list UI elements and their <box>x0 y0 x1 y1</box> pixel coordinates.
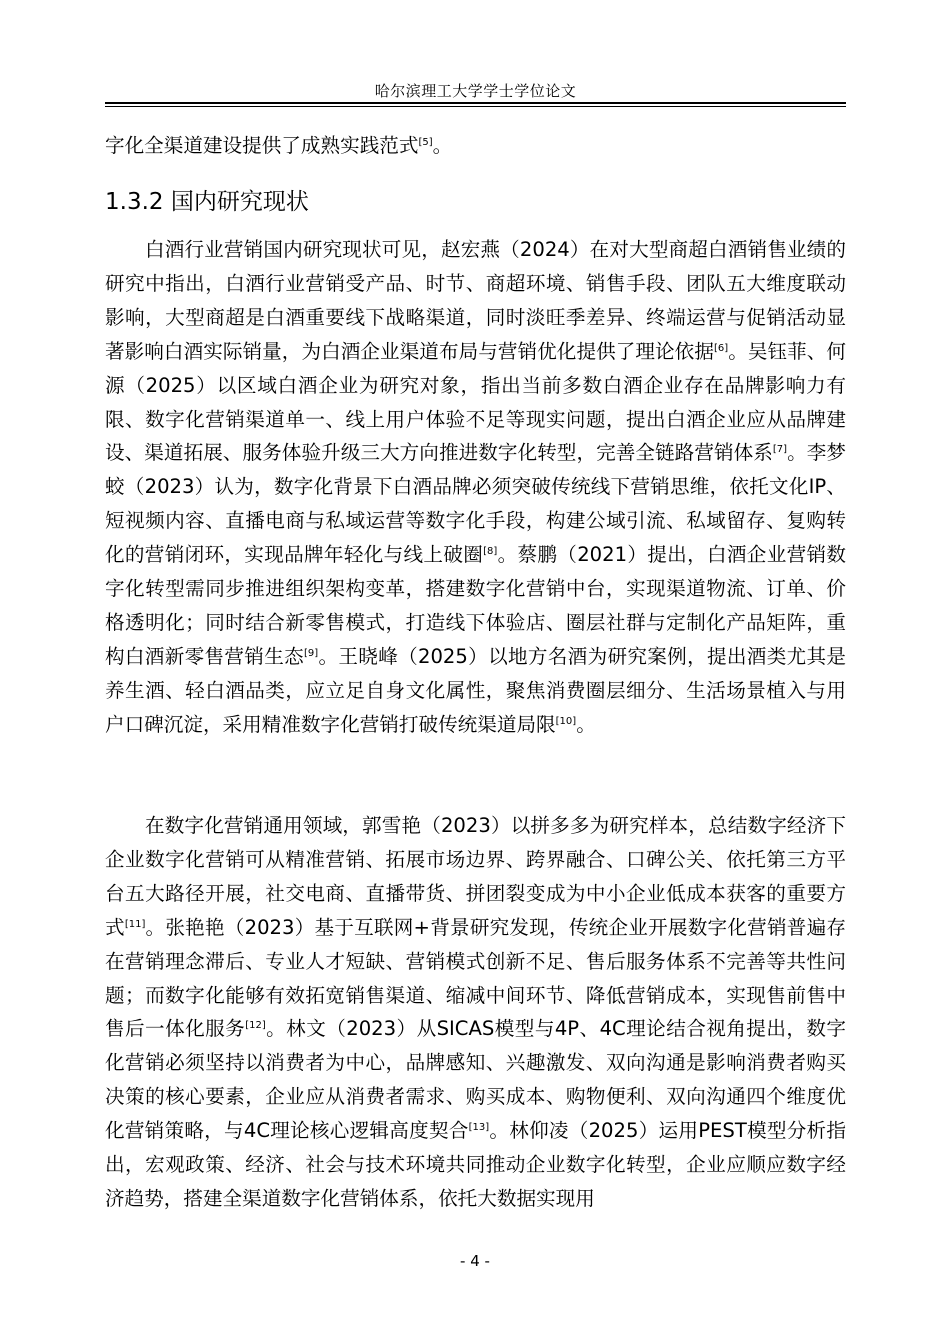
citation: [6] <box>713 342 729 354</box>
citation: [13] <box>468 1122 490 1134</box>
header-rule-thick <box>105 102 846 104</box>
citation: [11] <box>124 918 146 930</box>
running-header: 哈尔滨理工大学学士学位论文 <box>374 82 577 100</box>
page-number: - 4 - <box>460 1252 490 1270</box>
body-paragraph-2: 在数字化营销通用领域，郭雪艳（2023）以拼多多为研究样本，总结数字经济下企业数字化营销可从精准营销、拓展市场边界、跨界融合、口碑公关、依托第三方平台五大路径开展，社交电商、直播带货、拼团裂变成为中小企业低成本获客的重要方式[11]。张艳艳（2023）基于互联网+背景研究发现，传统企业开展数字化营销普遍存在营销理念滞后、专业人才短缺、营销模式创新不足、售后服务体系不完善等共性问题；而数字化能够有效拓宽销售渠道、缩减中间环节、降低营销成本，实现售前售中售后一体化服务[12]。林文（2023）从SICAS模型与4P、4C理论结合视角提出，数字化营销必须坚持以消费者为中心，品牌感知、兴趣激发、双向沟通是影响消费者购买决策的核心要素，企业应从消费者需求、购买成本、购物便利、双向沟通四个维度优化营销策略，与4C理论核心逻辑高度契合[13]。林仰凌（2025）运用PEST模型分析指出，宏观政策、经济、社会与技术环境共同推动企业数字化转型，企业应顺应数字经济趋势，搭建全渠道数字化营销体系，依托大数据实现用 <box>105 814 847 1210</box>
citation: [12] <box>245 1020 266 1032</box>
continuation-paragraph: 字化全渠道建设提供了成熟实践范式[5]。 <box>105 134 453 157</box>
header-rule-thin <box>105 106 846 107</box>
citation: [7] <box>772 444 788 456</box>
body-paragraph-1: 白酒行业营销国内研究现状可见，赵宏燕（2024）在对大型商超白酒销售业绩的研究中指出，白酒行业营销受产品、时节、商超环境、销售手段、团队五大维度联动影响，大型商超是白酒重要线下战略渠道，同时淡旺季差异、终端运营与促销活动显著影响白酒实际销量，为白酒企业渠道布局与营销优化提供了理论依据[6]。吴钰菲、何源（2025）以区域白酒企业为研究对象，指出当前多数白酒企业存在品牌影响力有限、数字化营销渠道单一、线上用户体验不足等现实问题，提出白酒企业应从品牌建设、渠道拓展、服务体验升级三大方向推进数字化转型，完善全链路营销体系[7]。李梦蛟（2023）认为，数字化背景下白酒品牌必须突破传统线下营销思维，依托文化IP、短视频内容、直播电商与私域运营等数字化手段，构建公域引流、私域留存、复购转化的营销闭环，实现品牌年轻化与线上破圈[8]。蔡鹏（2021）提出，白酒企业营销数字化转型需同步推进组织架构变革，搭建数字化营销中台，实现渠道物流、订单、价格透明化；同时结合新零售模式，打造线下体验店、圈层社群与定制化产品矩阵，重构白酒新零售营销生态[9]。王晓峰（2025）以地方名酒为研究案例，提出酒类尤其是养生酒、轻白酒品类，应立足自身文化属性，聚焦消费圈层细分、生活场景植入与用户口碑沉淀，采用精准数字化营销打破传统渠道局限[10]。 <box>105 238 847 736</box>
citation: [5] <box>418 137 433 148</box>
citation: [9] <box>304 647 319 659</box>
citation: [10] <box>555 715 577 727</box>
section-heading: 1.3.2 国内研究现状 <box>105 189 309 215</box>
citation: [8] <box>483 546 498 558</box>
